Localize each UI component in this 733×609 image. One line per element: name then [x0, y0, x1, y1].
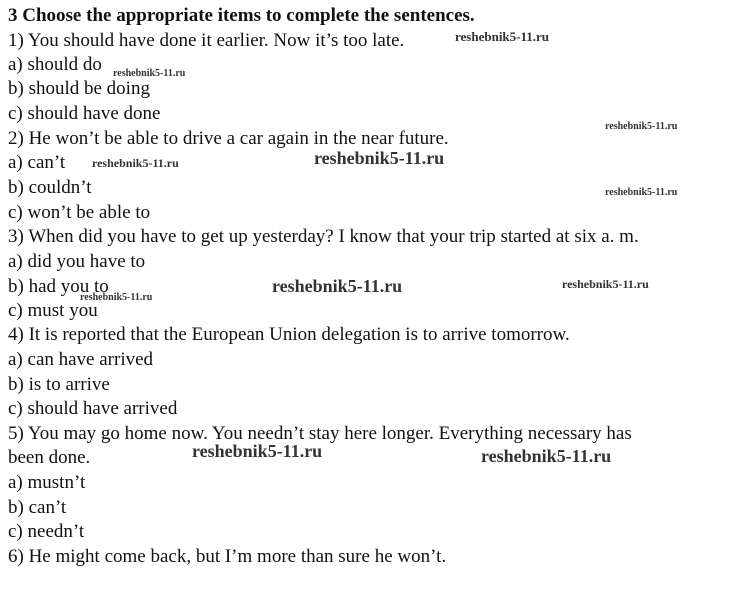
option-3c: c) must you [8, 300, 98, 321]
question-5-cont: been done. [8, 447, 91, 468]
option-1b: b) should be doing [8, 78, 150, 99]
option-3a: a) did you have to [8, 251, 146, 272]
watermark: reshebnik5-11.ru [562, 277, 649, 291]
question-4: 4) It is reported that the European Union delegation is to arrive tomorrow. [8, 324, 570, 345]
watermark: reshebnik5-11.ru [80, 292, 153, 303]
watermark: reshebnik5-11.ru [192, 441, 323, 461]
question-5: 5) You may go home now. You needn’t stay here longer. Everything necessary has [8, 423, 632, 444]
option-4b: b) is to arrive [8, 374, 110, 395]
watermark: reshebnik5-11.ru [272, 276, 403, 296]
option-4a: a) can have arrived [8, 349, 154, 370]
option-5a: a) mustn’t [8, 472, 86, 493]
question-6: 6) He might come back, but I’m more than sure he won’t. [8, 546, 447, 567]
option-4c: c) should have arrived [8, 398, 178, 419]
watermark: reshebnik5-11.ru [605, 121, 678, 132]
option-1c: c) should have done [8, 103, 161, 124]
watermark: reshebnik5-11.ru [455, 29, 550, 44]
option-5b: b) can’t [8, 497, 67, 518]
option-5c: c) needn’t [8, 521, 85, 542]
option-3b: b) had you to [8, 276, 109, 297]
option-2c: c) won’t be able to [8, 202, 151, 223]
question-2: 2) He won’t be able to drive a car again in the near future. [8, 128, 449, 149]
watermark: reshebnik5-11.ru [113, 68, 186, 79]
watermark: reshebnik5-11.ru [92, 156, 179, 170]
option-2b: b) couldn’t [8, 177, 92, 198]
option-2a: a) can’t [8, 152, 66, 173]
question-3: 3) When did you have to get up yesterday? I know that your trip started at six a. m. [8, 226, 639, 247]
watermark: reshebnik5-11.ru [605, 187, 678, 198]
question-1: 1) You should have done it earlier. Now it’s too late. [8, 30, 405, 51]
watermark: reshebnik5-11.ru [481, 446, 612, 466]
watermark: reshebnik5-11.ru [314, 148, 445, 168]
exercise-title: 3 Choose the appropriate items to complete the sentences. [8, 5, 475, 26]
option-1a: a) should do [8, 54, 102, 75]
